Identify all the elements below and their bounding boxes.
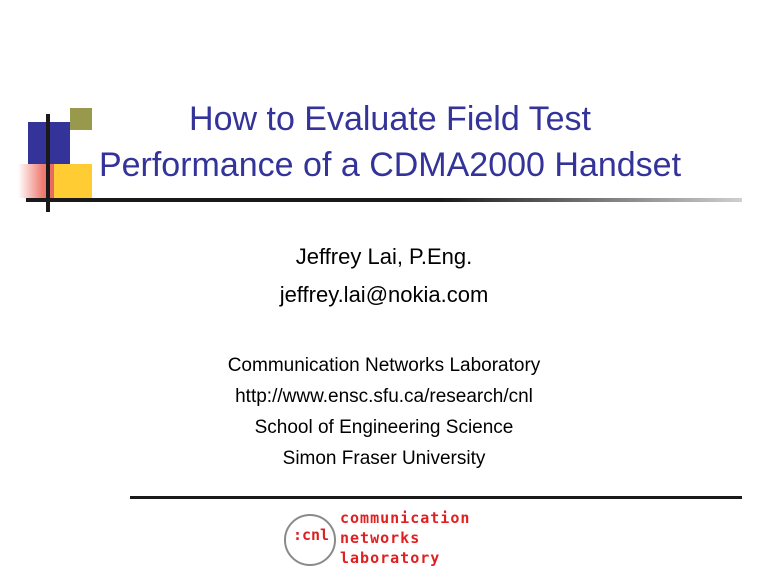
affiliation-university: Simon Fraser University xyxy=(282,448,486,469)
slide-title xyxy=(40,96,740,188)
logo-wordmark xyxy=(340,508,470,568)
cnl-logo xyxy=(278,506,508,570)
author-block xyxy=(34,238,734,314)
title-line-2: Performance of a CDMA2000 Handset xyxy=(98,146,682,184)
author-email: jeffrey.lai@nokia.com xyxy=(279,282,489,307)
author-name: Jeffrey Lai, P.Eng. xyxy=(295,244,473,269)
title-divider xyxy=(26,198,742,202)
logo-word-2: networks xyxy=(340,529,421,547)
logo-mark-text: :cnl xyxy=(292,526,330,544)
footer-divider xyxy=(130,496,742,499)
logo-word-3: laboratory xyxy=(340,549,441,567)
logo-word-1: communication xyxy=(340,509,471,527)
affiliation-lab: Communication Networks Laboratory xyxy=(227,355,541,376)
title-line-1: How to Evaluate Field Test xyxy=(189,100,591,138)
affiliation-block xyxy=(34,350,734,474)
affiliation-school: School of Engineering Science xyxy=(254,417,514,438)
affiliation-url: http://www.ensc.sfu.ca/research/cnl xyxy=(235,386,533,407)
